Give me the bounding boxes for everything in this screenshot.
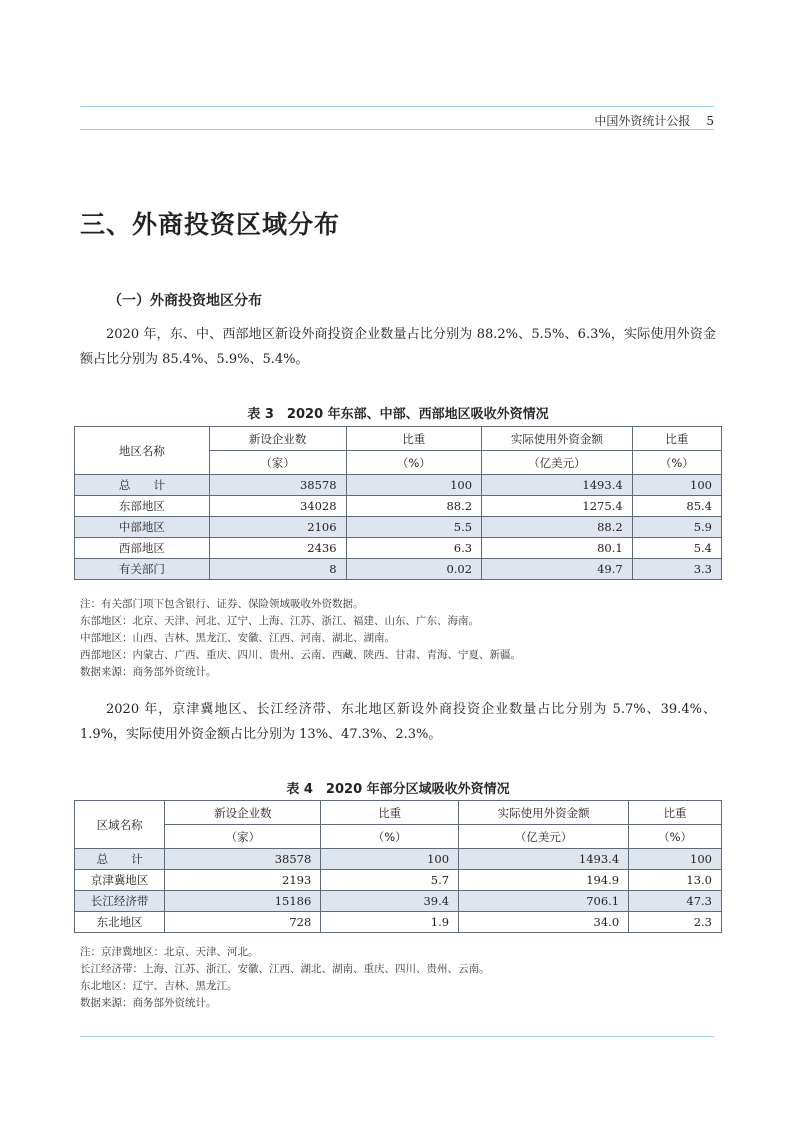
row-count: 8 [209, 559, 346, 580]
row-count: 2436 [209, 538, 346, 559]
table3-unit-ratio2: （%） [632, 451, 721, 475]
table-row [75, 912, 722, 933]
row-amount: 194.9 [459, 870, 629, 891]
table3-col-region: 地区名称 [75, 427, 210, 475]
row-count: 2106 [209, 517, 346, 538]
row-amount: 34.0 [459, 912, 629, 933]
row-name: 东部地区 [75, 496, 210, 517]
row-ratio2: 100 [632, 475, 721, 496]
note-line: 注：有关部门项下包含银行、证券、保险领域吸收外资数据。 [80, 598, 364, 610]
table3-caption: 表 3 2020 年东部、中部、西部地区吸收外资情况 [247, 407, 549, 422]
row-count: 2193 [165, 870, 321, 891]
row-ratio1: 100 [321, 849, 459, 870]
row-name: 总 计 [75, 475, 210, 496]
note-line: 注：京津冀地区：北京、天津、河北。 [80, 946, 259, 958]
table-row [75, 891, 722, 912]
table4-unit-ratio1: （%） [321, 825, 459, 849]
table4-col-ratio1: 比重 [321, 801, 459, 825]
note-line: 东北地区：辽宁、吉林、黑龙江。 [80, 980, 238, 992]
section-title: 三、外商投资区域分布 [80, 210, 341, 239]
row-count: 15186 [165, 891, 321, 912]
paragraph-2: 2020 年，京津冀地区、长江经济带、东北地区新设外商投资企业数量占比分别为 5.7%、39.4%、1.9%，实际使用外资金额占比分别为 13%、47.3%、2.3%。 [80, 702, 716, 742]
row-name: 西部地区 [75, 538, 210, 559]
row-ratio2: 5.4 [632, 538, 721, 559]
row-amount: 706.1 [459, 891, 629, 912]
row-name: 东北地区 [75, 912, 165, 933]
table3-unit-amount: （亿美元） [482, 451, 633, 475]
row-count: 38578 [209, 475, 346, 496]
table3-unit-count: （家） [209, 451, 346, 475]
note-line: 西部地区：内蒙古、广西、重庆、四川、贵州、云南、西藏、陕西、甘肃、青海、宁夏、新疆。 [80, 649, 521, 661]
note-line: 中部地区：山西、吉林、黑龙江、安徽、江西、河南、湖北、湖南。 [80, 632, 395, 644]
header-title: 中国外资统计公报 [594, 114, 691, 128]
row-ratio2: 13.0 [629, 870, 722, 891]
table-row [75, 517, 722, 538]
page-number: 5 [706, 114, 714, 128]
table4-unit-count: （家） [165, 825, 321, 849]
table3-notes [80, 596, 521, 681]
table4-unit-amount: （亿美元） [459, 825, 629, 849]
paragraph-1: 2020 年，东、中、西部地区新设外商投资企业数量占比分别为 88.2%、5.5%、6.3%，实际使用外资金额占比分别为 85.4%、5.9%、5.4%。 [80, 327, 716, 367]
table-row [75, 496, 722, 517]
table-row [75, 870, 722, 891]
table4-header-row [75, 801, 722, 825]
table4-unit-ratio2: （%） [629, 825, 722, 849]
row-amount: 1493.4 [459, 849, 629, 870]
table3-header-row [75, 427, 722, 451]
note-line: 东部地区：北京、天津、河北、辽宁、上海、江苏、浙江、福建、山东、广东、海南。 [80, 615, 479, 627]
row-amount: 1493.4 [482, 475, 633, 496]
row-ratio2: 5.9 [632, 517, 721, 538]
table4-col-amount: 实际使用外资金额 [459, 801, 629, 825]
note-line: 长江经济带：上海、江苏、浙江、安徽、江西、湖北、湖南、重庆、四川、贵州、云南。 [80, 963, 490, 975]
footer-rule [80, 1036, 714, 1037]
row-amount: 80.1 [482, 538, 633, 559]
row-ratio2: 2.3 [629, 912, 722, 933]
row-ratio1: 0.02 [346, 559, 482, 580]
row-name: 中部地区 [75, 517, 210, 538]
note-line: 数据来源：商务部外资统计。 [80, 997, 217, 1009]
row-ratio1: 100 [346, 475, 482, 496]
table-row [75, 538, 722, 559]
row-amount: 88.2 [482, 517, 633, 538]
row-name: 长江经济带 [75, 891, 165, 912]
row-ratio1: 1.9 [321, 912, 459, 933]
row-ratio2: 3.3 [632, 559, 721, 580]
table4-col-ratio2: 比重 [629, 801, 722, 825]
note-line: 数据来源：商务部外资统计。 [80, 666, 217, 678]
row-amount: 49.7 [482, 559, 633, 580]
row-ratio1: 39.4 [321, 891, 459, 912]
row-ratio1: 5.7 [321, 870, 459, 891]
row-ratio2: 85.4 [632, 496, 721, 517]
table4-col-region: 区域名称 [75, 801, 165, 849]
table4-unit-row [75, 825, 722, 849]
row-amount: 1275.4 [482, 496, 633, 517]
row-count: 728 [165, 912, 321, 933]
row-ratio2: 47.3 [629, 891, 722, 912]
table3-col-ratio1: 比重 [346, 427, 482, 451]
table-row [75, 849, 722, 870]
row-ratio1: 5.5 [346, 517, 482, 538]
table-row [75, 559, 722, 580]
row-count: 38578 [165, 849, 321, 870]
row-ratio1: 6.3 [346, 538, 482, 559]
subsection-title: （一）外商投资地区分布 [108, 293, 262, 309]
header-rule-top [80, 106, 714, 107]
row-ratio2: 100 [629, 849, 722, 870]
table3-col-ratio2: 比重 [632, 427, 721, 451]
running-header [80, 112, 714, 128]
table-row [75, 475, 722, 496]
table3-unit-ratio1: （%） [346, 451, 482, 475]
table4 [74, 800, 722, 933]
table3-col-amount: 实际使用外资金额 [482, 427, 633, 451]
header-rule-bottom [80, 129, 714, 130]
row-count: 34028 [209, 496, 346, 517]
table3-col-count: 新设企业数 [209, 427, 346, 451]
row-name: 总 计 [75, 849, 165, 870]
table4-col-count: 新设企业数 [165, 801, 321, 825]
row-ratio1: 88.2 [346, 496, 482, 517]
table4-notes [80, 944, 490, 1012]
row-name: 有关部门 [75, 559, 210, 580]
table3 [74, 426, 722, 580]
table4-caption: 表 4 2020 年部分区域吸收外资情况 [286, 782, 510, 797]
row-name: 京津冀地区 [75, 870, 165, 891]
